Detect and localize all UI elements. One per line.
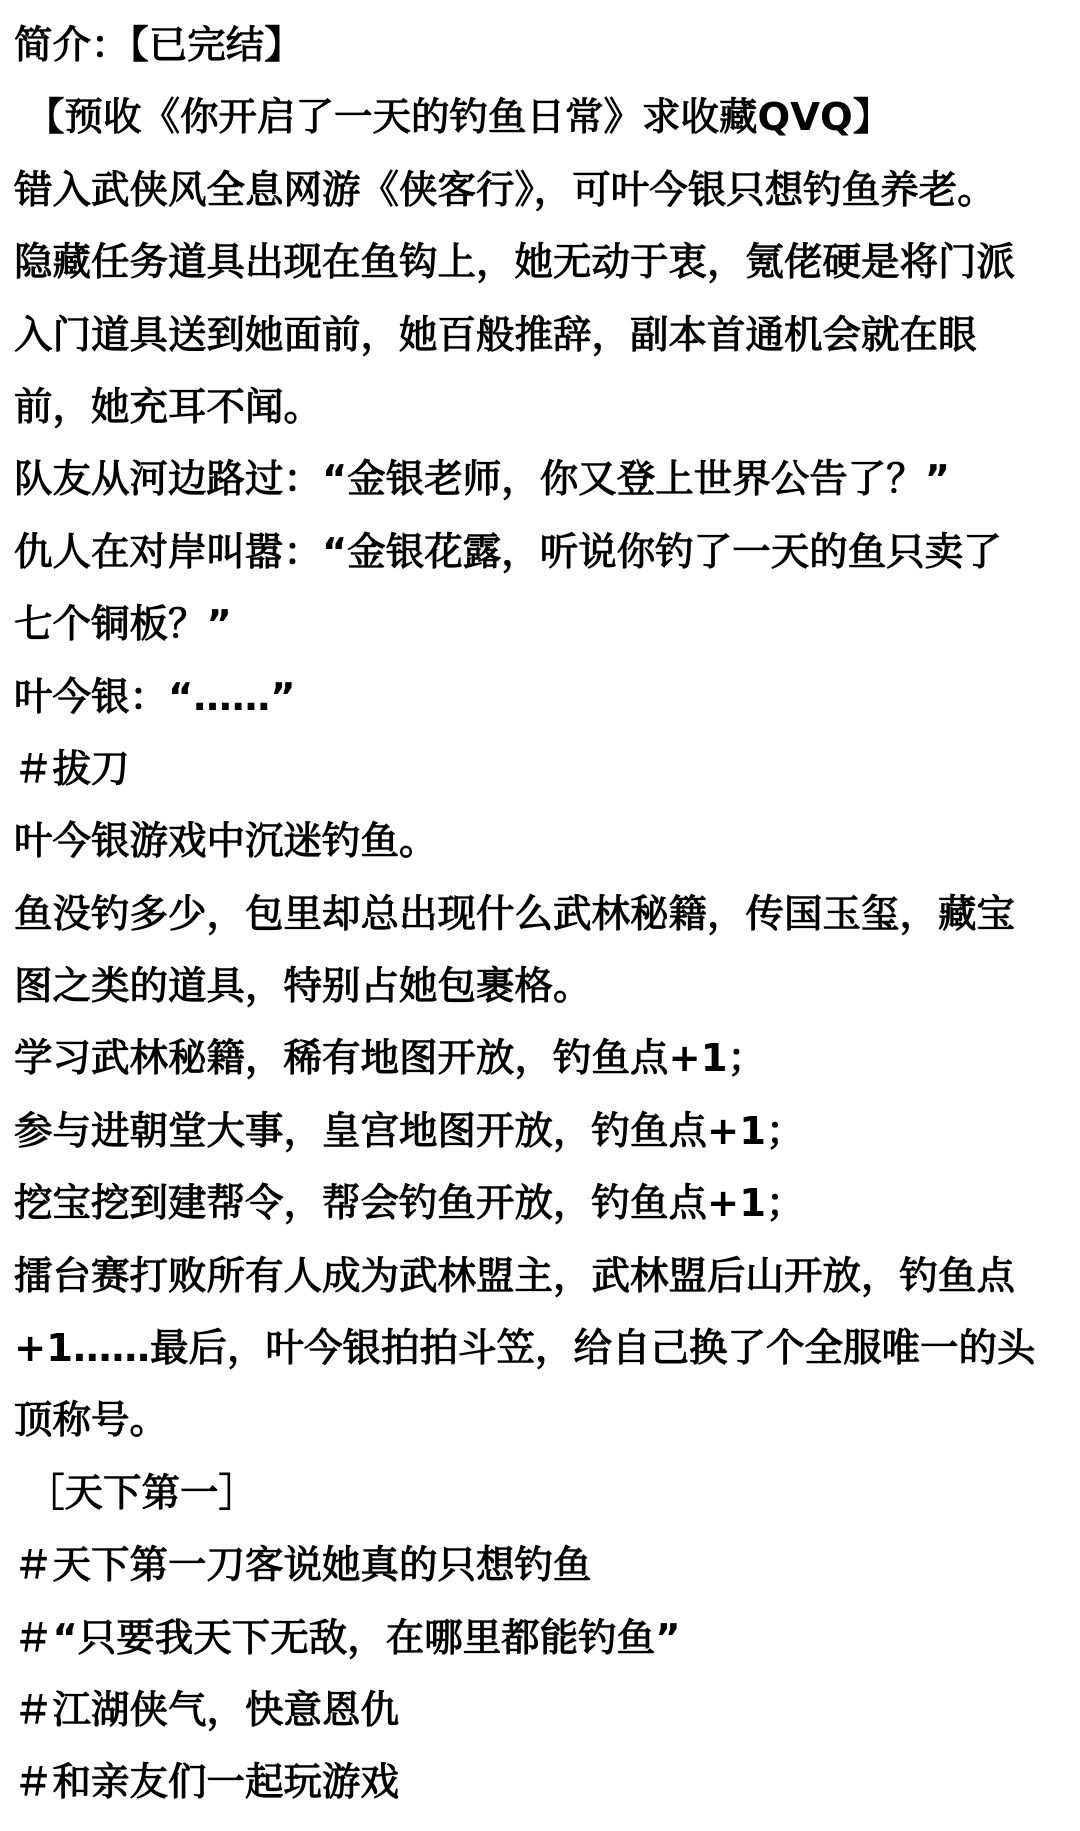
text-line: 学习武林秘籍，稀有地图开放，钓鱼点+1； bbox=[14, 1036, 767, 1082]
text-line: 隐藏任务道具出现在鱼钩上，她无动于衷，氪佬硬是将门派 bbox=[14, 240, 1016, 286]
preorder-notice: 【预收《你开启了一天的钓鱼日常》求收藏QVQ】 bbox=[26, 95, 892, 141]
text-line: 图之类的道具，特别占她包裹格。 bbox=[14, 964, 592, 1010]
text-line: 参与进朝堂大事，皇宫地图开放，钓鱼点+1； bbox=[14, 1108, 805, 1154]
text-line: 入门道具送到她面前，她百般推辞，副本首通机会就在眼 bbox=[14, 312, 977, 358]
title-line: ［天下第一］ bbox=[26, 1470, 258, 1516]
synopsis-document bbox=[14, 10, 1070, 1820]
tag-line: ＃江湖侠气，快意恩仇 bbox=[14, 1687, 400, 1733]
text-line: 错入武侠风全息网游《侠客行》，可叶今银只想钓鱼养老。 bbox=[14, 167, 996, 213]
text-line: 顶称号。 bbox=[14, 1398, 169, 1444]
tag-line: ＃和亲友们一起玩游戏 bbox=[14, 1760, 400, 1806]
text-line: 七个铜板？” bbox=[14, 602, 232, 648]
text-line: 叶今银：“……” bbox=[14, 674, 296, 720]
text-line: 叶今银游戏中沉迷钓鱼。 bbox=[14, 819, 438, 865]
text-line: 挖宝挖到建帮令，帮会钓鱼开放，钓鱼点+1； bbox=[14, 1181, 805, 1227]
text-line: 鱼没钓多少，包里却总出现什么武林秘籍，传国玉玺，藏宝 bbox=[14, 891, 1016, 937]
text-line: 前，她充耳不闻。 bbox=[14, 384, 323, 430]
text-line: 擂台赛打败所有人成为武林盟主，武林盟后山开放，钓鱼点 bbox=[14, 1253, 1016, 1299]
tag-line: ＃拔刀 bbox=[14, 746, 130, 792]
text-line: 仇人在对岸叫嚣：“金银花露，听说你钓了一天的鱼只卖了 bbox=[14, 529, 1002, 575]
tag-line: ＃“只要我天下无敌，在哪里都能钓鱼” bbox=[14, 1615, 681, 1661]
synopsis-heading: 简介：【已完结】 bbox=[14, 23, 303, 68]
text-line: 队友从河边路过：“金银老师，你又登上世界公告了？” bbox=[14, 457, 951, 503]
text-line: +1……最后，叶今银拍拍斗笠，给自己换了个全服唯一的头 bbox=[14, 1326, 1036, 1372]
tag-line: ＃天下第一刀客说她真的只想钓鱼 bbox=[14, 1543, 592, 1589]
